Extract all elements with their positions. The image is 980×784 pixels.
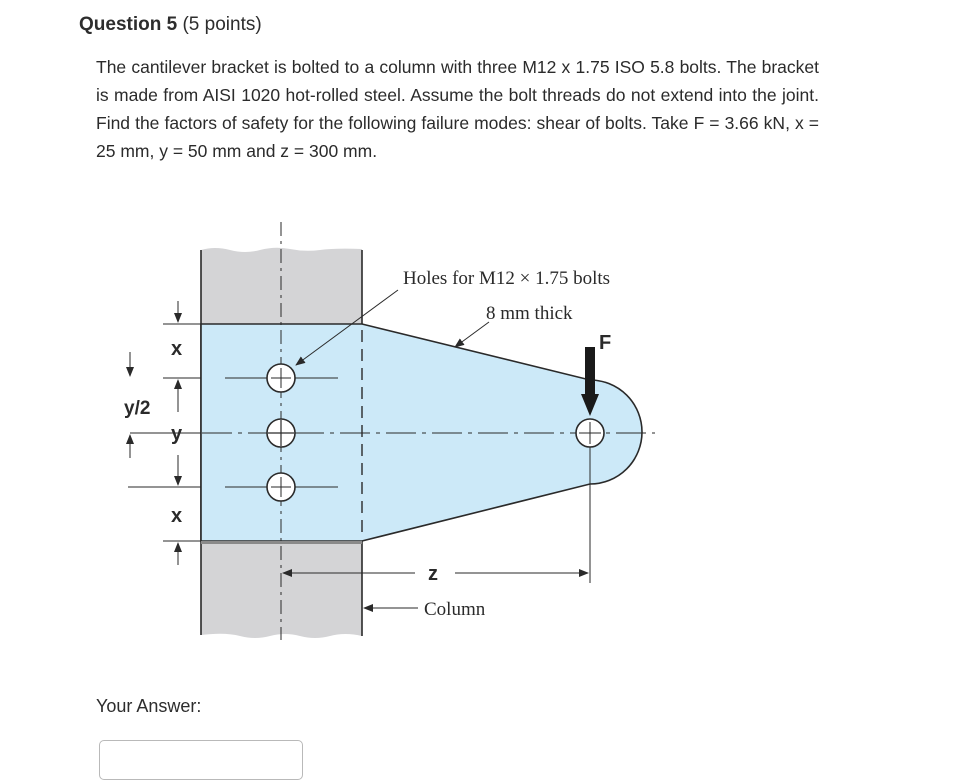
force-arrow-shaft (585, 347, 595, 399)
bolt-hole-top (267, 364, 295, 392)
question-points: (5 points) (182, 14, 262, 35)
bolt-hole-bottom (267, 473, 295, 501)
answer-label: Your Answer: (96, 696, 202, 716)
question-title: Question 5 (79, 14, 178, 35)
thickness-label: 8 mm thick (486, 303, 573, 324)
load-hole (576, 419, 604, 447)
y-half-label: y/2 (124, 398, 151, 419)
x-label-bottom: x (171, 505, 183, 527)
question-body: The cantilever bracket is bolted to a column with three M12 x 1.75 ISO 5.8 bolts. The bracket is made from AISI 1020 hot-rolled steel. Assume the bolt threads do not extend into the joint. Find the factors of safety for the following failure modes: shear of bolts. Take F = 3.66 kN, x = 25 mm, y = 50 mm and z = 300 mm. (96, 57, 819, 161)
y-label: y (171, 423, 183, 445)
thickness-leader (455, 322, 489, 347)
force-label: F (599, 332, 612, 354)
column-label: Column (424, 599, 486, 620)
x-label-top: x (171, 338, 183, 360)
bolt-hole-middle (267, 419, 295, 447)
z-label: z (428, 563, 438, 585)
holes-label: Holes for M12 × 1.75 bolts (403, 268, 611, 289)
answer-input[interactable] (99, 740, 303, 780)
